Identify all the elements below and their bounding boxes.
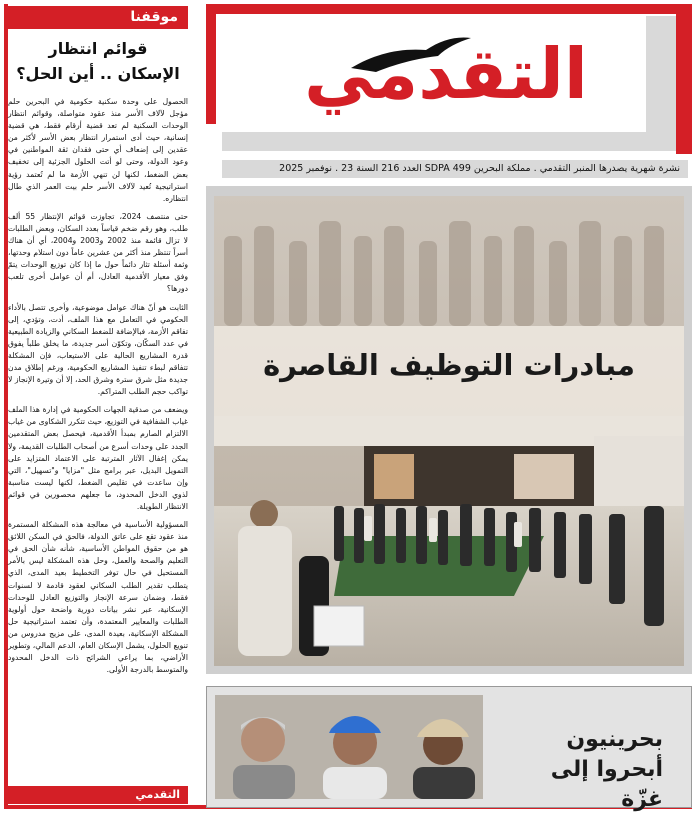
editorial-body: [8, 96, 188, 682]
paragraph: ويضعف من صدقية الجهات الحكومية في إدارة هذا الملف غياب الشفافية في التوزيع، حيث تتكرر الشكاوى من غياب الالتزام الصارم بمبدأ الأقدمية، فيحصل بعض المتقدمين الجدد على وحدات أسرع من أصحاب الطلبات القديمة، ولا يمكن إغفال الآثار المترتبة على الاعتماد المتزايد على التمويل البديل، عبر برامج مثل "مزايا" و"تسهيل"، التي وإن ساعدت في تقليص الضغط، لكنها ليست مناسبة لذوي الدخل المحدود، ما جعلهم محصورين في قوائم الانتظار الطويلة.: [8, 405, 188, 511]
masthead-accent-left: [206, 4, 216, 124]
crowd-photo: [214, 196, 684, 666]
teaser-box[interactable]: [206, 686, 692, 812]
masthead-accent-right: [676, 14, 692, 154]
teaser-line-1: بحرينيون: [566, 727, 663, 752]
section-label: موقفنا: [8, 6, 188, 29]
paragraph: المسؤولية الأساسية في معالجة هذه المشكلة المستمرة منذ عقود تقع على عاتق الدولة، فالحق في السكن اللائق هو من حقوق المواطن الأساسية، شأنه شأن الحق في التعليم والصحة والعمل، وحل هذه المشكلة ليس بالأمر المستحيل في حال توفر التخطيط بعيد المدى، الذي يتطلب تقدير الطلب السكاني لعقود قادمة لا لسنوات فقط، وضمان سرعة الإنجاز والتوزيع العادل للوحدات الإسكانية، عبر نشر بيانات دورية واضحة حول أولوية الطلبات والمعايير المعتمدة، وأن تعتمد استراتيجية حل المشكلة الإسكانية، بعيدة المدى، على مزيج مدروس من تنويع الحلول، يشمل الإسكان العام، الدعم المالي، وتطوير الأراضي، بما يراعي الشرائح ذات الدخل المحدود والمتوسط بالدرجة الأولى.: [8, 520, 188, 675]
editorial-headline[interactable]: [8, 36, 188, 86]
paragraph: الحصول على وحدة سكنية حكومية في البحرين حلم مؤجل لآلاف الأسر منذ عقود متواصلة، وقوائم انتظار الوحدات السكنية لم تعد قضية أرقام فقط، هي قضية إنسانية، حيث أدى استمرار انتظار بعض الأسر لأكثر من عقدين إلى إضعاف أي حتى فقدان ثقة المواطنين في وعود الدولة، وحتى لو أتت الحلول الجزئية إلى تخفيف بعض الضغط، لكنها لن تنهي الأزمة ما لم تُعتمد رؤية استراتيجية تُعيد لآلاف الأسر حلم بيت العمر الذي طال انتظاره.: [8, 97, 188, 203]
footer-label: التقدمي: [8, 786, 188, 804]
teaser-photo: [215, 695, 483, 799]
portraits-image: [215, 695, 483, 799]
paragraph: الثابت هو أنّ هناك عوامل موضوعية، وأخرى تتصل بالأداء الحكومي في التعامل مع هذا الملف، أدت، وتؤدي، إلى تفاقم الأزمة، فبالإضافة للضغط السكاني والزيادة الطبيعية في عدد السكّان، وتكوّن أسر جديدة، ما يخلق طلباً يفوق قدرة المشاريع الحالية على الاستيعاب، فإن المشكلة تتفاقم لبطء تنفيذ المشاريع الحكومية، ورغم إطلاق مدن جديدة مثل شرق سترة وشرق الحد، إلا أن وتيرة الإنجاز لا تواكب حجم الطلب المتراكم.: [8, 302, 188, 397]
editorial-column: [8, 6, 188, 808]
publication-logo[interactable]: التقدمي: [304, 33, 588, 115]
teaser-headline: [513, 725, 663, 815]
main-story[interactable]: [214, 196, 684, 666]
headline-line-1: قوائم انتظار: [48, 39, 148, 58]
masthead: [206, 4, 692, 156]
headline-line-2: الإسكان .. أين الحل؟: [16, 64, 180, 83]
masthead-accent-top: [206, 4, 692, 14]
issue-info: نشرة شهرية يصدرها المنبر التقدمي . مملكة البحرين SDPA 499 العدد 216 السنة 23 . نوفمبر 2025: [222, 160, 688, 178]
paragraph: حتى منتصف 2024، تجاوزت قوائم الإنتظار 55 ألف طلب، وهو رقم ضخم قياساً بعدد السكان، وبعض الطلبات لا تزال قائمة منذ 2002 و2003 و2004، أي أن هناك أسراً تنتظر منذ أكثر من عشرين عاماً دون استلام وحدتها، وثمة أسئلة تثار دائماً حول ما إذا كان توزيع الوحدات يتمّ وفق معيار الأقدمية العادل، أم أن عوامل أخرى تلعب دورها؟: [8, 211, 188, 294]
main-story-title: مبادرات التوظيف القاصرة: [263, 348, 635, 382]
teaser-line-2: أبحروا إلى غزّة: [550, 757, 663, 812]
